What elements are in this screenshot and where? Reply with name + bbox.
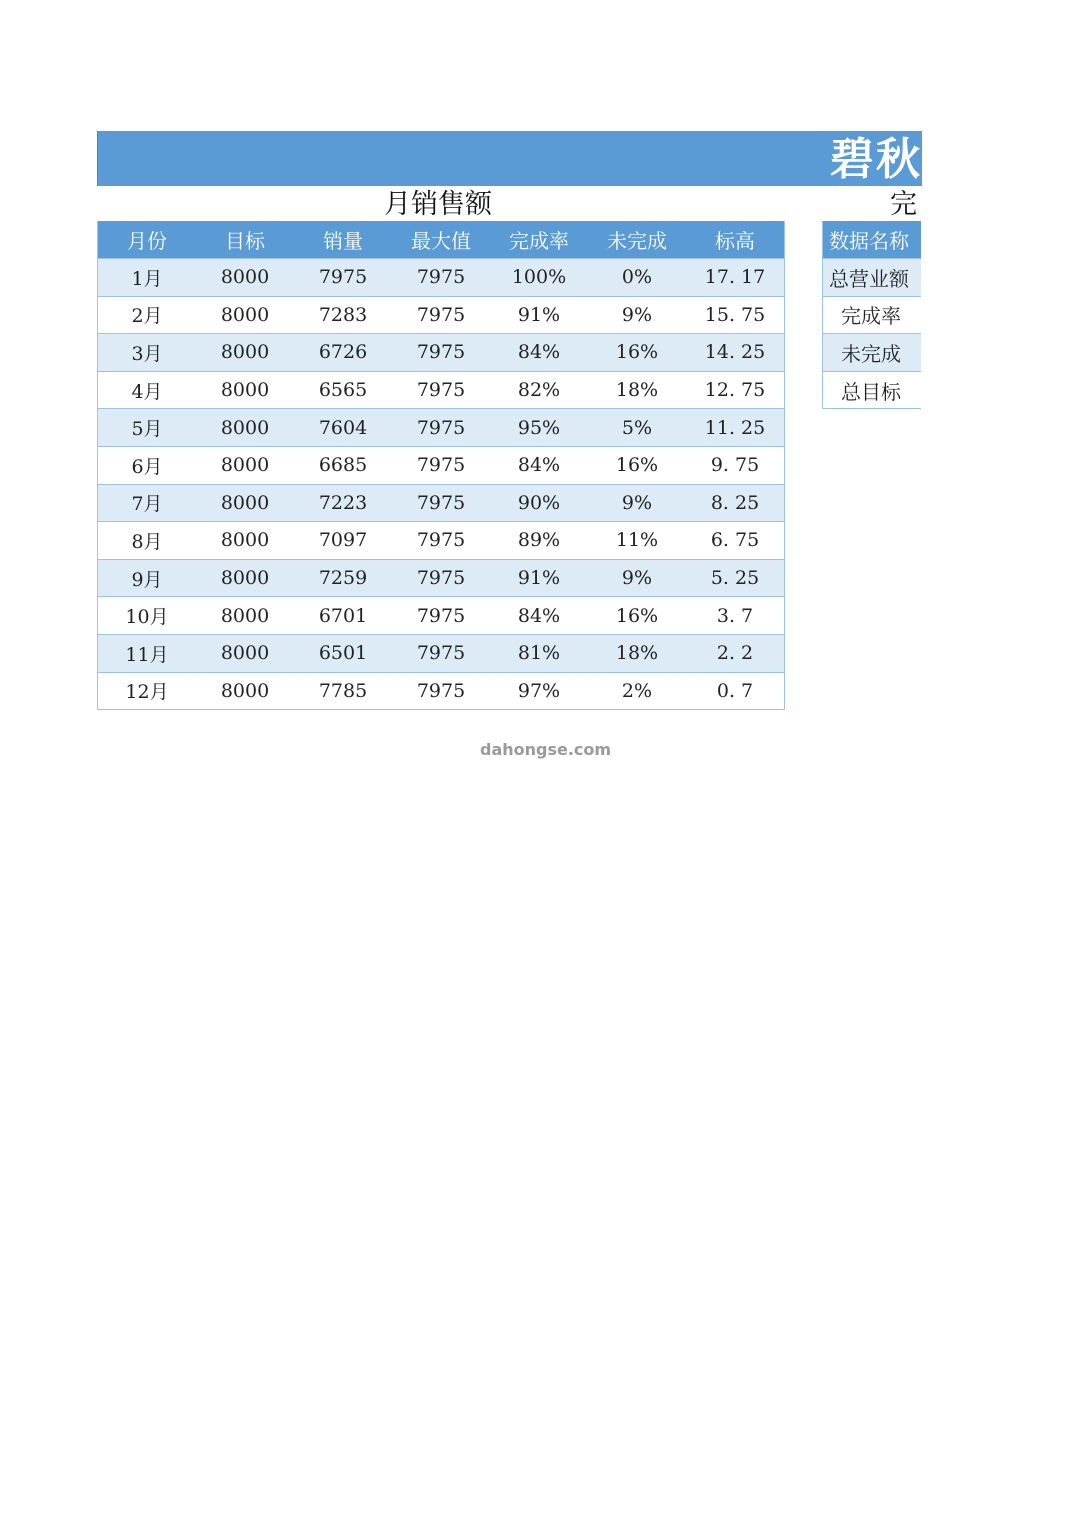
- summary-label-total-target: 总目标: [823, 371, 922, 409]
- cell-sales: 7223: [294, 484, 392, 522]
- cell-incomplete: 5%: [588, 409, 686, 447]
- table-row: [98, 296, 785, 334]
- cell-sales: 6685: [294, 446, 392, 484]
- cell-max: 7975: [392, 597, 490, 635]
- cell-max: 7975: [392, 409, 490, 447]
- cell-completion-rate: 97%: [490, 672, 588, 710]
- summary-label-completion-rate: 完成率: [823, 296, 922, 334]
- cell-target: 8000: [196, 334, 294, 372]
- table-row: [98, 559, 785, 597]
- summary-row: [823, 371, 922, 409]
- cell-incomplete: 9%: [588, 296, 686, 334]
- cell-max: 7975: [392, 484, 490, 522]
- cell-incomplete: 2%: [588, 672, 686, 710]
- cell-completion-rate: 84%: [490, 446, 588, 484]
- column-header-month: 月份: [98, 221, 197, 259]
- table-row: [98, 446, 785, 484]
- cell-sales: 7785: [294, 672, 392, 710]
- table-row: [98, 334, 785, 372]
- cell-sales: 7283: [294, 296, 392, 334]
- cell-completion-rate: 84%: [490, 334, 588, 372]
- summary-row: [823, 259, 922, 297]
- cell-marker-height: 9. 75: [686, 446, 785, 484]
- cell-max: 7975: [392, 634, 490, 672]
- cell-marker-height: 17. 17: [686, 259, 785, 297]
- cell-month: 3月: [98, 334, 197, 372]
- monthly-sales-title: 月销售额: [384, 189, 492, 220]
- cell-marker-height: 12. 75: [686, 371, 785, 409]
- column-header-target: 目标: [196, 221, 294, 259]
- cell-marker-height: 3. 7: [686, 597, 785, 635]
- cell-month: 1月: [98, 259, 197, 297]
- cell-target: 8000: [196, 446, 294, 484]
- cell-month: 12月: [98, 672, 197, 710]
- cell-target: 8000: [196, 371, 294, 409]
- cell-completion-rate: 91%: [490, 559, 588, 597]
- title-banner: [97, 131, 922, 186]
- cell-month: 10月: [98, 597, 197, 635]
- cell-target: 8000: [196, 484, 294, 522]
- cell-max: 7975: [392, 296, 490, 334]
- cell-marker-height: 6. 75: [686, 522, 785, 560]
- cell-max: 7975: [392, 446, 490, 484]
- cell-target: 8000: [196, 672, 294, 710]
- summary-row: [823, 296, 922, 334]
- cell-sales: 6701: [294, 597, 392, 635]
- cell-incomplete: 11%: [588, 522, 686, 560]
- summary-row: [823, 334, 922, 372]
- cell-completion-rate: 95%: [490, 409, 588, 447]
- summary-header-row: [823, 221, 922, 259]
- column-header-completion-rate: 完成率: [490, 221, 588, 259]
- cell-completion-rate: 84%: [490, 597, 588, 635]
- cell-marker-height: 5. 25: [686, 559, 785, 597]
- cell-max: 7975: [392, 559, 490, 597]
- cell-target: 8000: [196, 597, 294, 635]
- table-row: [98, 522, 785, 560]
- cell-marker-height: 11. 25: [686, 409, 785, 447]
- cell-incomplete: 9%: [588, 559, 686, 597]
- cell-max: 7975: [392, 334, 490, 372]
- cell-sales: 6501: [294, 634, 392, 672]
- table-row: [98, 371, 785, 409]
- cell-marker-height: 14. 25: [686, 334, 785, 372]
- cell-marker-height: 8. 25: [686, 484, 785, 522]
- cell-target: 8000: [196, 634, 294, 672]
- cell-max: 7975: [392, 522, 490, 560]
- table-row: [98, 672, 785, 710]
- table-row: [98, 597, 785, 635]
- completion-section-title: 完: [890, 189, 917, 220]
- table-row: [98, 634, 785, 672]
- cell-incomplete: 9%: [588, 484, 686, 522]
- watermark: dahongse.com: [480, 740, 612, 759]
- cell-incomplete: 18%: [588, 634, 686, 672]
- cell-incomplete: 16%: [588, 446, 686, 484]
- column-header-max: 最大值: [392, 221, 490, 259]
- cell-sales: 6726: [294, 334, 392, 372]
- cell-completion-rate: 81%: [490, 634, 588, 672]
- cell-target: 8000: [196, 522, 294, 560]
- cell-sales: 7975: [294, 259, 392, 297]
- cell-marker-height: 2. 2: [686, 634, 785, 672]
- column-header-incomplete: 未完成: [588, 221, 686, 259]
- table-row: [98, 259, 785, 297]
- cell-month: 6月: [98, 446, 197, 484]
- cell-sales: 7259: [294, 559, 392, 597]
- cell-completion-rate: 100%: [490, 259, 588, 297]
- cell-month: 2月: [98, 296, 197, 334]
- cell-month: 11月: [98, 634, 197, 672]
- cell-marker-height: 0. 7: [686, 672, 785, 710]
- monthly-sales-table: [97, 221, 785, 710]
- summary-label-incomplete: 未完成: [823, 334, 922, 372]
- cell-month: 7月: [98, 484, 197, 522]
- cell-completion-rate: 91%: [490, 296, 588, 334]
- cell-target: 8000: [196, 259, 294, 297]
- summary-table: [822, 221, 921, 409]
- cell-marker-height: 15. 75: [686, 296, 785, 334]
- cell-completion-rate: 90%: [490, 484, 588, 522]
- cell-incomplete: 16%: [588, 597, 686, 635]
- cell-completion-rate: 82%: [490, 371, 588, 409]
- cell-incomplete: 18%: [588, 371, 686, 409]
- cell-sales: 7097: [294, 522, 392, 560]
- table-header-row: [98, 221, 785, 259]
- column-header-data-name: 数据名称: [823, 221, 922, 259]
- report-title: 碧秋: [830, 134, 922, 185]
- cell-completion-rate: 89%: [490, 522, 588, 560]
- cell-incomplete: 16%: [588, 334, 686, 372]
- cell-month: 8月: [98, 522, 197, 560]
- cell-max: 7975: [392, 672, 490, 710]
- cell-month: 9月: [98, 559, 197, 597]
- cell-month: 5月: [98, 409, 197, 447]
- column-header-marker-height: 标高: [686, 221, 785, 259]
- summary-label-total-revenue: 总营业额: [823, 259, 922, 297]
- cell-sales: 7604: [294, 409, 392, 447]
- table-row: [98, 484, 785, 522]
- summary-table-clip: [822, 221, 921, 411]
- cell-max: 7975: [392, 259, 490, 297]
- cell-month: 4月: [98, 371, 197, 409]
- table-row: [98, 409, 785, 447]
- cell-target: 8000: [196, 559, 294, 597]
- cell-sales: 6565: [294, 371, 392, 409]
- column-header-sales: 销量: [294, 221, 392, 259]
- cell-max: 7975: [392, 371, 490, 409]
- cell-target: 8000: [196, 296, 294, 334]
- cell-incomplete: 0%: [588, 259, 686, 297]
- cell-target: 8000: [196, 409, 294, 447]
